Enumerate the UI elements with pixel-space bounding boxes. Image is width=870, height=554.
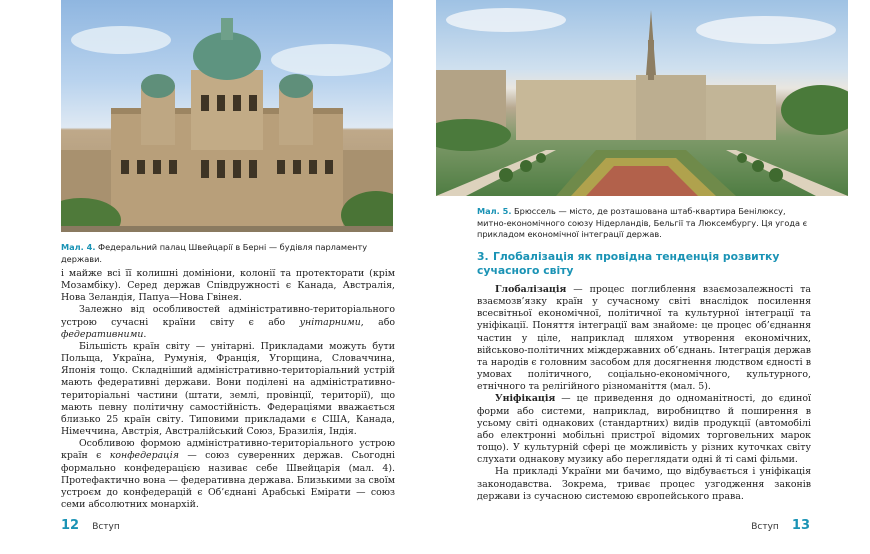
term-unification: Уніфікація <box>495 393 556 405</box>
section-heading-title: Глобалізація як провідна тенденція розвитку сучасного світу <box>477 250 780 277</box>
section-name: Вступ <box>751 522 779 532</box>
paragraph-territorial-structure: Залежно від особливостей адміністративно-територіального устрою сучасні країни світу є або унітарними, або федеративними. <box>61 304 396 340</box>
figure-5-caption-text: Брюссель — місто, де розташована штаб-квартира Бенілюксу, митно-економічного союзу Нідерландів, Бельгії та Люксембургу. Ця угода є прикладом економічної інтеграції держав. <box>477 206 808 239</box>
paragraph-text: Залежно від особливостей адміністративно-територіального устрою сучасні країни світу є або <box>61 304 395 328</box>
paragraph-text: — процес поглиблення взаємозалежності та взаємозв’язку країн у сучасному світі внаслідок посилення всесвітньої економічної, політичної та культурної інтеграції та уніфікації. Поняття інтеграції вам знайоме: це процес об’єднання частин у ціле, наприклад шляхом утворення економічних, військово-політичних міждержавних об’єднань. Інтеграція держав та народів є головним засобом для досягнення людством єдності в умовах політичного, соціально-економічного, культурного, етнічного та релігійного різноманіття (мал. 5). <box>477 284 811 393</box>
page-number: 13 <box>791 518 810 533</box>
term-unitary: унітарними <box>299 316 361 328</box>
paragraph-globalization <box>477 284 811 393</box>
federal-palace-illustration <box>61 0 393 232</box>
figure-4-caption <box>61 242 401 265</box>
paragraph-unitary-examples: Більшість країн світу — унітарні. Прикладами можуть бути Польща, Україна, Румунія, Франція, Угорщина, Словаччина, Японія тощо. Складніший адміністративно-територіальний устрій мають федеративні держави. Вони поділені на адміністративно-територіальні частини (штати, землі, провінції, території), що мають певну політичну самостійність. Федераціями вважається близько 25 країн світу. Типовими прикладами є США, Канада, Німеччина, Австрія, Австралійський Союз, Бразилія, Індія. <box>61 340 395 438</box>
figure-4-caption-text: Федеральний палац Швейцарії в Берні — будівля парламенту держави. <box>61 242 368 264</box>
paragraph-text-cont: — союз суверенних держав. Сьогодні формально конфедерацією називає себе Швейцарія (мал. 4). Протефактично вона — федеративна держава. Близькими за своїм устроєм до конфедерацій є Об’єднані Арабські Емірати — союз семи абсолютних монархій. <box>61 450 395 510</box>
section-heading-number: 3. <box>477 250 489 263</box>
paragraph-confederation <box>61 438 395 511</box>
figure-4-label: Мал. 4. <box>61 242 96 252</box>
paragraph-unification <box>477 393 811 466</box>
paragraph-text: На прикладі України ми бачимо, що відбувається і уніфікація законодавства. Зокрема, триває процес узгодження законів держави із сучасною системою європейського права. <box>477 466 811 502</box>
term-federative: федеративними <box>61 328 144 340</box>
section-name: Вступ <box>92 522 120 532</box>
page-number: 12 <box>61 518 80 533</box>
paragraph-text: Особливою формою адміністративно-територіального устрою країн є <box>61 438 395 462</box>
figure-5-caption <box>477 206 817 241</box>
right-page-body <box>477 284 811 503</box>
paragraph-text: — це приведення до одноманітності, до єдиної форми або системи, наприклад, виробництво й поширення в усьому світі однакових (стандартних) видів продукції (автомобілі або електронні мобільні пристрої відомих торговельних марок тощо). У культурній сфері це можливість у різних куточках світу слухати однакову музику або переглядати одні й ті самі фільми. <box>477 393 811 466</box>
section-heading <box>477 250 797 278</box>
term-or: , або <box>360 316 396 328</box>
paragraph-commonwealth: і майже всі її колишні домініони, колонії та протекторати (крім Мозамбіку). Серед держав Співдружності є Канада, Австралія, Нова Зеландія, Папуа—Нова Гвінея. <box>61 268 395 304</box>
federal-palace-bern-photo <box>61 0 393 232</box>
term-globalization: Глобалізація <box>495 284 567 295</box>
left-page-footer <box>61 514 120 533</box>
paragraph-ukraine-law <box>477 466 811 502</box>
brussels-illustration <box>436 0 848 196</box>
figure-5-label: Мал. 5. <box>477 206 512 216</box>
left-page-body <box>61 268 395 511</box>
right-page-footer <box>751 514 810 533</box>
brussels-photo <box>436 0 848 196</box>
term-confederation: конфедерація <box>109 450 179 462</box>
